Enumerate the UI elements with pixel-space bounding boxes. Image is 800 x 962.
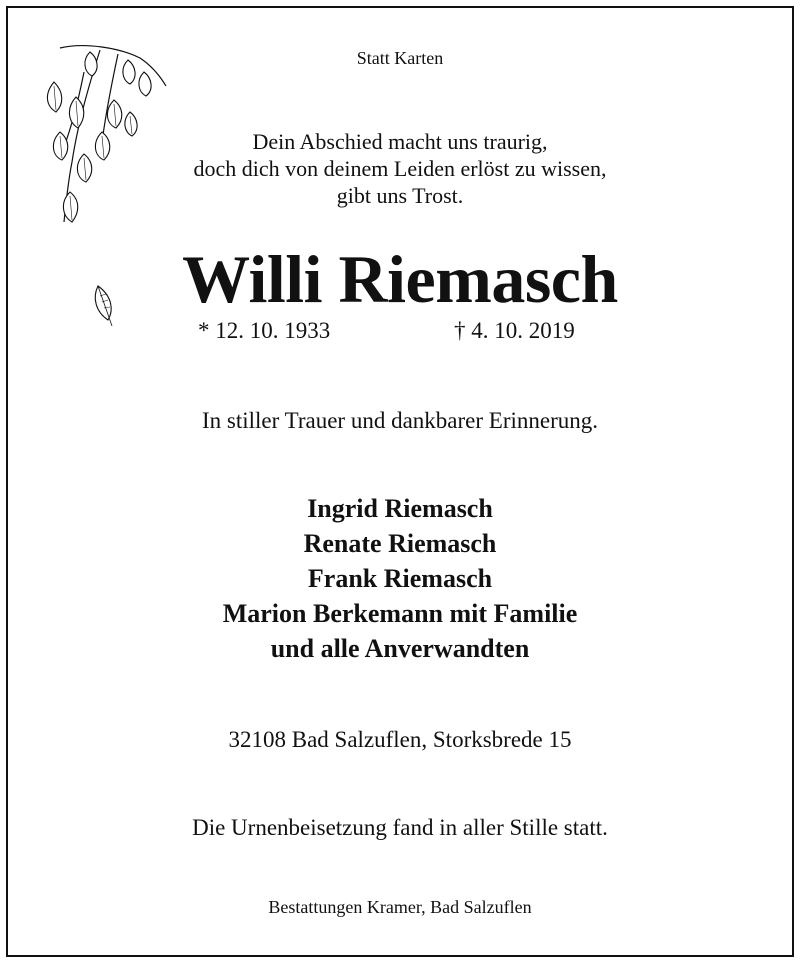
undertaker: Bestattungen Kramer, Bad Salzuflen: [268, 897, 532, 917]
quote-line: Dein Abschied macht uns traurig,: [252, 129, 548, 154]
family-list: [8, 491, 792, 666]
obituary-notice: [6, 6, 794, 957]
memorial-quote: [8, 128, 792, 209]
burial-note: Die Urnenbeisetzung fand in aller Stille statt.: [192, 815, 608, 840]
deceased-name: Willi Riemasch: [182, 241, 618, 317]
birth-date: * 12. 10. 1933: [198, 318, 331, 343]
death-date: † 4. 10. 2019: [454, 318, 575, 343]
mourning-line: In stiller Trauer und dankbarer Erinnerung.: [201, 408, 598, 433]
family-member: und alle Anverwandten: [270, 634, 530, 663]
quote-line: gibt uns Trost.: [336, 183, 464, 208]
family-member: Marion Berkemann mit Familie: [222, 599, 578, 628]
quote-line: doch dich von deinem Leiden erlöst zu wissen,: [193, 156, 607, 181]
header-statt-karten: Statt Karten: [356, 48, 444, 68]
address: 32108 Bad Salzuflen, Storksbrede 15: [228, 727, 572, 752]
family-member: Renate Riemasch: [303, 529, 497, 558]
family-member: Ingrid Riemasch: [307, 494, 493, 523]
family-member: Frank Riemasch: [307, 564, 493, 593]
